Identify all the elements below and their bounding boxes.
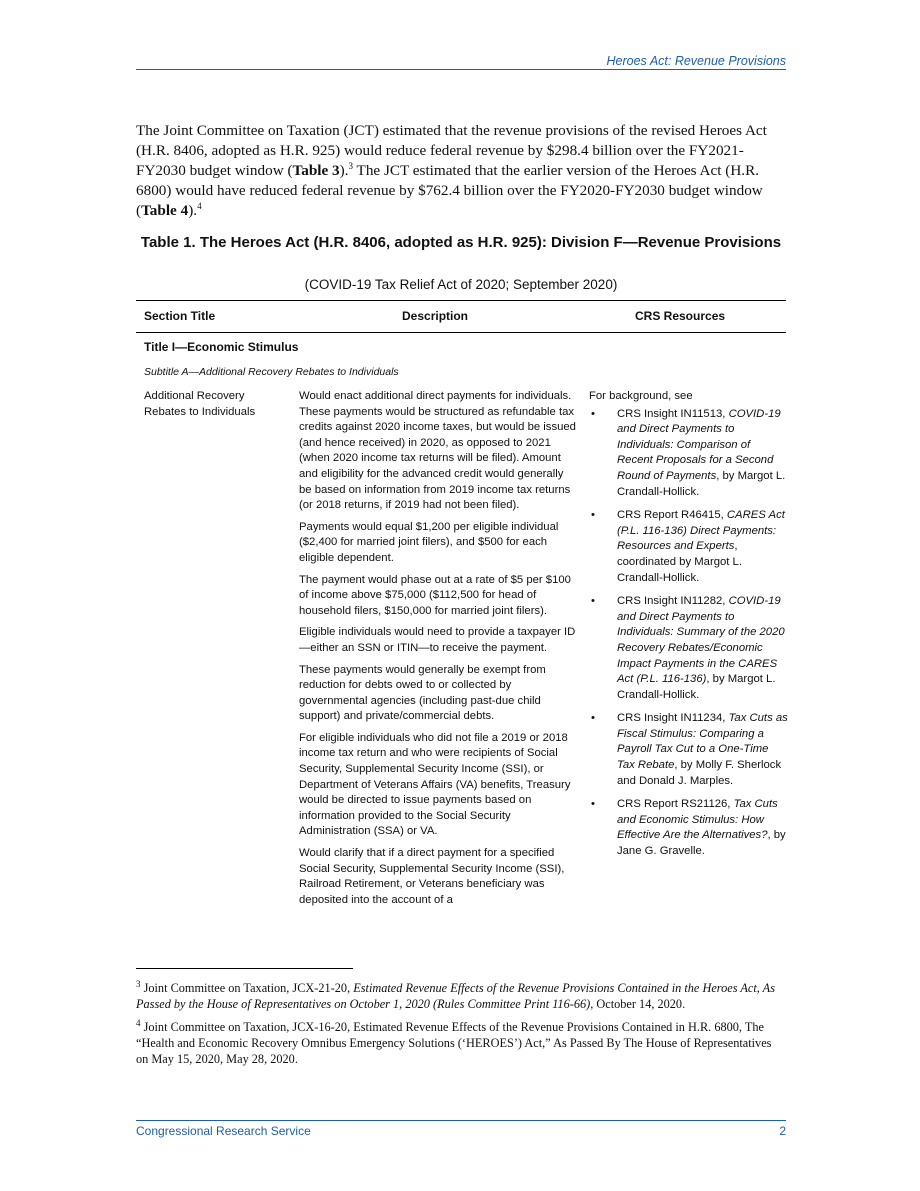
intro-paragraph: [136, 121, 786, 221]
running-header: Heroes Act: Revenue Provisions: [606, 54, 786, 68]
table-4-link[interactable]: Table 4: [141, 202, 189, 219]
header-section-title: Section Title: [144, 309, 216, 323]
title-row: Title I—Economic Stimulus: [144, 340, 299, 354]
resources-list: [589, 407, 789, 860]
intro-text-2: ).: [339, 162, 349, 179]
resource-item[interactable]: • CRS Report RS21126, Tax Cuts and Economic Stimulus: How Effective Are the Alternatives?, by Jane G. Gravelle.: [591, 798, 786, 858]
description-paragraph: For eligible individuals who did not file a 2019 or 2018 income tax return and who were recipients of Social Security, Supplemental Security Income (SSI), or Department of Veterans Affairs (VA) benefits, Treasury would be directed to issue payments based on information provided to the Social Security Administration (SSA) or VA.: [299, 731, 571, 838]
resource-item[interactable]: • CRS Insight IN11282, COVID-19 and Direct Payments to Individuals: Summary of the 2020 Recovery Rebates/Economic Impact Payments in the CARES Act (P.L. 116-136), by Margot L. Crandall-Hollick.: [591, 595, 785, 701]
footnote-4-marker[interactable]: 4: [197, 200, 202, 211]
bullet-icon: •: [591, 712, 595, 725]
page-number: 2: [779, 1124, 786, 1138]
resources-intro: For background, see: [589, 390, 693, 402]
provisions-table: [136, 300, 788, 906]
footnote-rule: [136, 968, 353, 969]
table-title: Table 1. The Heroes Act (H.R. 8406, adopted as H.R. 925): Division F—Revenue Provisions: [140, 234, 782, 251]
description-paragraph: Payments would equal $1,200 per eligible individual ($2,400 for married joint filers), and $500 for each eligible dependent.: [299, 520, 559, 564]
intro-text-4: ).: [188, 202, 198, 219]
header-crs-resources: CRS Resources: [635, 309, 726, 323]
description-cell: [299, 389, 577, 914]
bullet-icon: •: [591, 509, 595, 522]
header-rule: [136, 69, 786, 70]
table-header-row: [136, 300, 786, 333]
table-3-link[interactable]: Table 3: [292, 162, 340, 179]
bullet-icon: •: [591, 595, 595, 608]
footnote-3: $^3$ Joint Committee on Taxation, JCX-21-20, Estimated Revenue Effects of the Revenue Provisions Contained in the Heroes Act, As Passed by the House of Representatives on October 1, 2020 (Rules Committee Print 116-66), October 14, 2020.: [136, 978, 775, 1012]
description-paragraph: The payment would phase out at a rate of $5 per $100 of income above $75,000 ($112,500 for head of household filers, $150,000 for married joint filers).: [299, 573, 571, 617]
table-subtitle: (COVID-19 Tax Relief Act of 2020; September 2020): [304, 277, 618, 292]
description-paragraph: Eligible individuals would need to provide a taxpayer ID—either an SSN or ITIN—to receive the payment.: [299, 626, 576, 654]
resource-item[interactable]: • CRS Insight IN11513, COVID-19 and Direct Payments to Individuals: Comparison of Recent Proposals for a Second Round of Payments, by Margot L. Crandall-Hollick.: [591, 407, 786, 498]
bullet-icon: •: [591, 798, 595, 811]
footer-organization: Congressional Research Service: [136, 1124, 311, 1138]
description-paragraph: These payments would generally be exempt from reduction for debts owed to or collected by governmental agencies (including past-due child support) and private/commercial debts.: [299, 663, 546, 723]
description-paragraph: Would clarify that if a direct payment for a specified Social Security, Supplemental Security Income (SSI), Railroad Retirement, or Veterans beneficiary was deposited into the account of a: [299, 847, 565, 906]
intro-text-1: The Joint Committee on Taxation (JCT) estimated that the revenue provisions of the revised Heroes Act (H.R. 8406, adopted as H.R. 925) would reduce federal revenue by $298.4 billion over the FY2021-FY2030 budget window (: [136, 122, 767, 179]
footnote-4: $^4$ Joint Committee on Taxation, JCX-16-20, Estimated Revenue Effects of the Revenue Provisions Contained in H.R. 6800, The “Health and Economic Recovery Omnibus Emergency Solutions (‘HEROES’) Act,” As Passed By The House of Representatives on May 15, 2020, May 28, 2020.: [136, 1017, 772, 1067]
resource-item[interactable]: • CRS Insight IN11234, Tax Cuts as Fiscal Stimulus: Comparing a Payroll Tax Cut to a One-Time Tax Rebate, by Molly F. Sherlock and Donald J. Marples.: [591, 712, 788, 787]
bullet-icon: •: [591, 407, 595, 420]
footnote-3-marker[interactable]: 3: [348, 160, 354, 171]
header-description: Description: [402, 309, 469, 323]
description-paragraph: Would enact additional direct payments for individuals. These payments would be structured as refundable tax credits against 2020 income taxes, but would be issued (and hence received) in 2020, as opposed to 2021 (when 2020 income tax returns will be filed). Amount and eligibility for the advanced credit would generally be based on information from 2019 income tax returns (or 2018 returns, if 2019 had not been filed).: [299, 390, 576, 512]
section-title-cell: Additional Recovery Rebates to Individuals: [144, 390, 256, 418]
resource-item[interactable]: • CRS Report R46415, CARES Act (P.L. 116-136) Direct Payments: Resources and Experts, coordinated by Margot L. Crandall-Hollick.: [591, 509, 785, 584]
footnotes: [136, 980, 786, 1073]
intro-text-3: The JCT estimated that the earlier version of the Heroes Act (H.R. 6800) would have reduced federal revenue by $762.4 billion over the FY2020-FY2030 budget window (: [136, 162, 763, 219]
subtitle-row: Subtitle A—Additional Recovery Rebates to Individuals: [144, 366, 399, 378]
footer-rule: [136, 1120, 786, 1121]
resources-cell: [589, 389, 789, 868]
